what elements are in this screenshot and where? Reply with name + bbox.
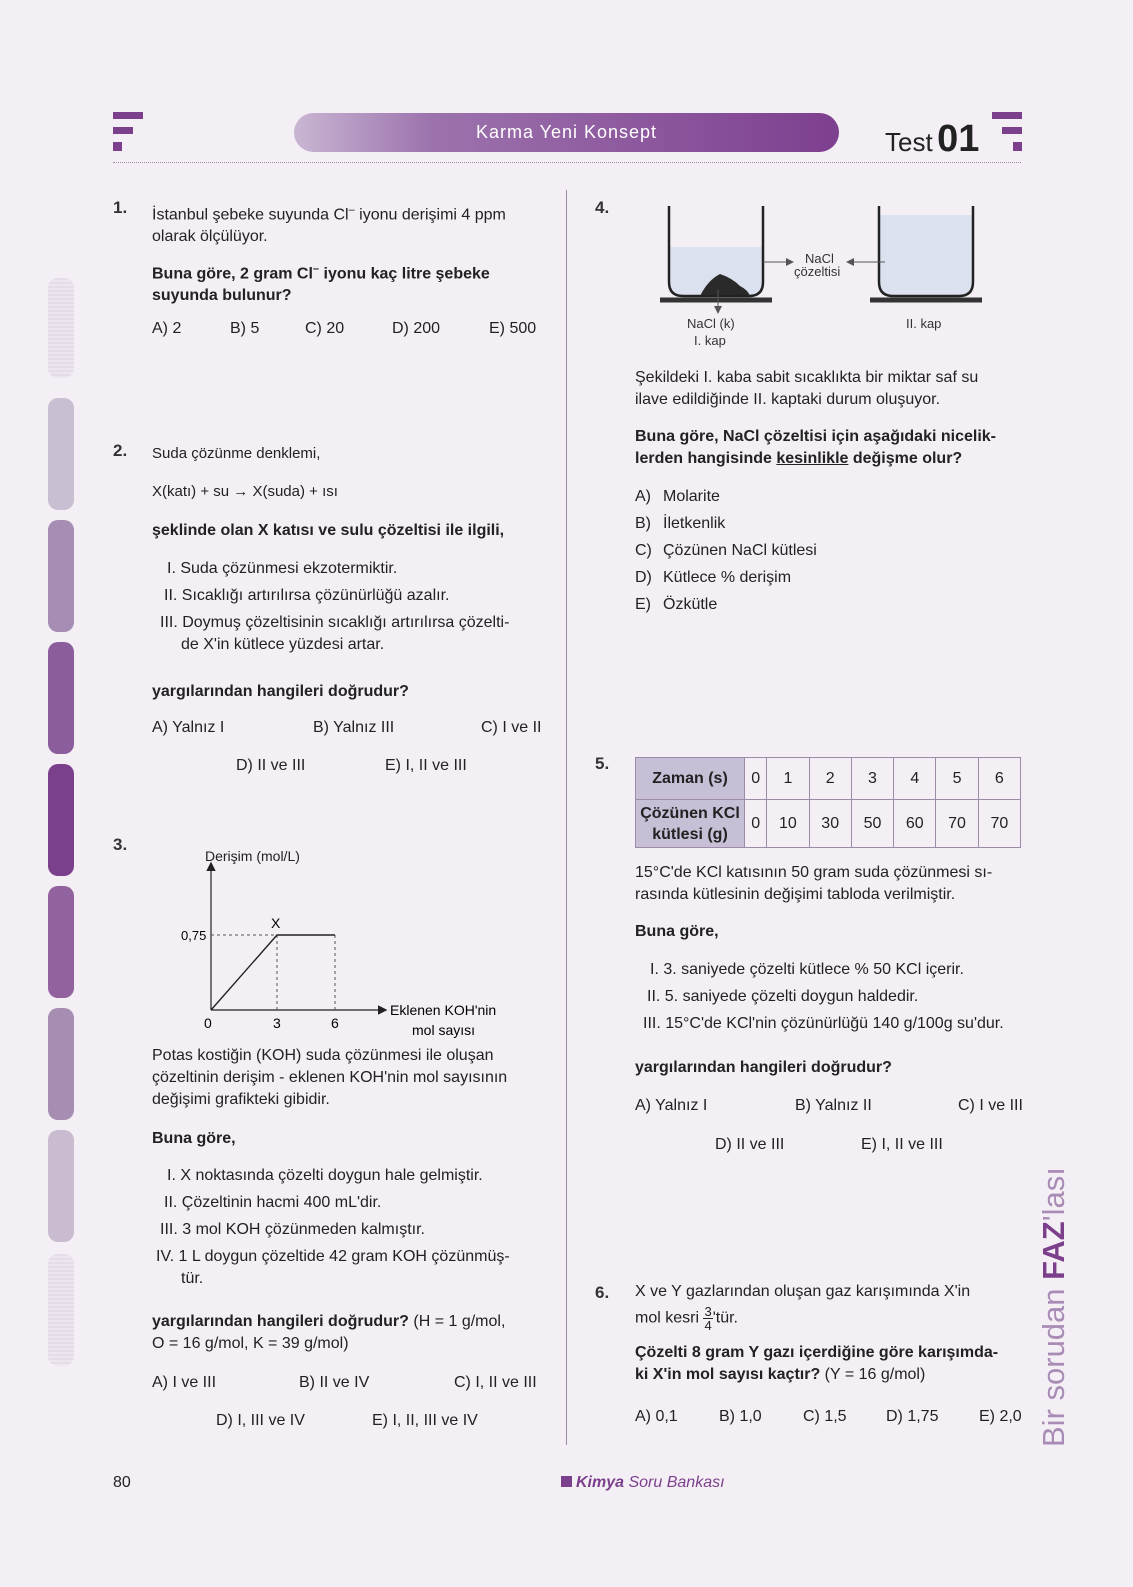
table-cell: 5 <box>936 758 978 800</box>
banner <box>294 113 839 152</box>
q5-number: 5. <box>595 754 610 773</box>
q4-option-c[interactable]: C) Çözünen NaCl kütlesi <box>635 542 817 559</box>
table-cell: 1 <box>767 758 809 800</box>
q3-option-d[interactable]: D) I, III ve IV <box>216 1412 305 1429</box>
footer-book: Kimya Soru Bankası <box>561 1474 725 1492</box>
q2-statement-3-cont: de X'in kütlece yüzdesi artar. <box>181 636 385 653</box>
q4-solid-label: NaCl (k) <box>687 316 735 331</box>
q3-option-c[interactable]: C) I, II ve III <box>454 1374 537 1391</box>
q6-option-a[interactable]: A) 0,1 <box>635 1408 678 1425</box>
q3-number: 3. <box>113 835 128 854</box>
q3-statement-3: III. 3 mol KOH çözünmeden kalmıştır. <box>160 1221 425 1238</box>
q2-intro: Suda çözünme denklemi, <box>152 445 321 462</box>
q4-description: Şekildeki I. kaba sabit sıcaklıkta bir miktar saf su ilave edildiğinde II. kaptaki durum oluşuyor. <box>635 369 979 408</box>
q4-option-d[interactable]: D) Kütlece % derişim <box>635 569 792 586</box>
table-cell: 70 <box>936 800 978 848</box>
q4-number: 4. <box>595 198 610 217</box>
q2-number: 2. <box>113 441 128 460</box>
q5-statement-1: I. 3. saniyede çözelti kütlece % 50 KCl içerir. <box>650 961 964 978</box>
table-cell: 2 <box>809 758 851 800</box>
q3-statement-1: I. X noktasında çözelti doygun hale gelmiştir. <box>167 1167 483 1184</box>
q1-option-a[interactable]: A) 2 <box>152 320 182 337</box>
table-cell: 4 <box>894 758 936 800</box>
q6-option-c[interactable]: C) 1,5 <box>803 1408 847 1425</box>
side-tab-5 <box>48 764 74 876</box>
q5-question: yargılarından hangileri doğrudur? <box>635 1059 892 1076</box>
q3-lead: Buna göre, <box>152 1130 236 1147</box>
q4-option-e[interactable]: E) Özkütle <box>635 596 718 613</box>
q4-cup1-label: I. kap <box>694 333 726 348</box>
q3-xtick-6: 6 <box>331 1015 339 1031</box>
side-tab-6 <box>48 886 74 998</box>
q3-graph-ylabel: Derişim (mol/L) <box>205 848 300 864</box>
q3-graph <box>170 860 530 1040</box>
table-row <box>636 758 1021 800</box>
side-tab-8 <box>48 1130 74 1242</box>
q3-xtick-0: 0 <box>204 1015 212 1031</box>
q2-equation: X(katı) + su → X(suda) + ısı <box>152 483 338 500</box>
q5-row1-head: Zaman (s) <box>636 758 745 800</box>
q5-lead: Buna göre, <box>635 923 719 940</box>
side-tab-4 <box>48 642 74 754</box>
q2-statement-1: I. Suda çözünmesi ekzotermiktir. <box>167 560 398 577</box>
q3-option-e[interactable]: E) I, II, III ve IV <box>372 1412 478 1429</box>
side-tab-9 <box>48 1254 74 1366</box>
q4-option-b[interactable]: B) İletkenlik <box>635 515 726 532</box>
q2-option-b[interactable]: B) Yalnız III <box>313 719 395 736</box>
q6-option-e[interactable]: E) 2,0 <box>979 1408 1022 1425</box>
q6-stem: X ve Y gazlarından oluşan gaz karışımında X'in mol kesri $\frac{3}{4}$ 'tür. <box>635 1283 971 1333</box>
test-title <box>885 118 979 158</box>
q3-xlabel-1: Eklenen KOH'nin <box>390 1002 497 1018</box>
q2-option-d[interactable]: D) II ve III <box>236 757 306 774</box>
q5-table <box>635 757 1021 848</box>
q1-question: Buna göre, 2 gram Cl– iyonu kaç litre şebeke suyunda bulunur? <box>152 263 490 305</box>
side-tab-7 <box>48 1008 74 1120</box>
q5-option-b[interactable]: B) Yalnız II <box>795 1097 872 1114</box>
column-divider <box>566 190 567 1445</box>
header-right-logo <box>992 112 1022 152</box>
q2-statement-2: II. Sıcaklığı artırılırsa çözünürlüğü azalır. <box>164 587 450 604</box>
table-cell: 6 <box>978 758 1020 800</box>
q5-row2-head: Çözünen KCl kütlesi (g) <box>636 800 745 848</box>
table-row <box>636 800 1021 848</box>
q2-lead: şeklinde olan X katısı ve sulu çözeltisi ile ilgili, <box>152 522 505 539</box>
q6-option-d[interactable]: D) 1,75 <box>886 1408 939 1425</box>
q5-option-e[interactable]: E) I, II ve III <box>861 1136 943 1153</box>
test-label: Test <box>885 127 933 157</box>
table-cell: 70 <box>978 800 1020 848</box>
q4-figure <box>660 200 1000 360</box>
q3-question: yargılarından hangileri doğrudur? (H = 1 g/mol, O = 16 g/mol, K = 39 g/mol) <box>152 1313 506 1352</box>
cup2-liquid <box>879 215 973 296</box>
q2-statement-3: III. Doymuş çözeltisinin sıcaklığı artırılırsa çözelti- <box>160 614 510 631</box>
q3-statement-4-cont: tür. <box>181 1270 204 1287</box>
q6-question: Çözelti 8 gram Y gazı içerdiğine göre karışımda- ki X'in mol sayısı kaçtır? (Y = 16 g/mol) <box>635 1344 999 1383</box>
q6-fraction: $\frac{3}{4}$ <box>704 1304 712 1333</box>
q3-statement-2: II. Çözeltinin hacmi 400 mL'dir. <box>164 1194 382 1211</box>
table-cell: 0 <box>745 758 767 800</box>
q5-statement-3: III. 15°C'de KCl'nin çözünürlüğü 140 g/100g su'dur. <box>643 1015 1004 1032</box>
q2-question: yargılarından hangileri doğrudur? <box>152 683 409 700</box>
side-tab-3 <box>48 520 74 632</box>
q3-option-b[interactable]: B) II ve IV <box>299 1374 370 1391</box>
q3-ytick: 0,75 <box>181 928 207 943</box>
page-number: 80 <box>113 1474 131 1491</box>
banner-title: Karma Yeni Konsept <box>475 122 658 142</box>
q5-description: 15°C'de KCl katısının 50 gram suda çözünmesi sı- rasında kütlesinin değişimi tabloda verilmiştir. <box>635 864 993 903</box>
table-cell: 10 <box>767 800 809 848</box>
side-slogan: Bir sorudan FAZ'lası <box>1036 1167 1071 1447</box>
q5-statement-2: II. 5. saniyede çözelti doygun haldedir. <box>647 988 919 1005</box>
footer-square-icon <box>561 1476 572 1487</box>
q6-number: 6. <box>595 1283 610 1302</box>
q2-option-c[interactable]: C) I ve II <box>481 719 542 736</box>
q4-cup2-label: II. kap <box>906 316 942 331</box>
q1-option-c[interactable]: C) 20 <box>305 320 345 337</box>
q4-solution-label-1: NaCl <box>805 251 834 266</box>
q3-description: Potas kostiğin (KOH) suda çözünmesi ile oluşan çözeltinin derişim - eklenen KOH'nin mol sayısının değişimi grafikteki gibidir. <box>152 1047 508 1108</box>
q3-xlabel-2: mol sayısı <box>412 1022 476 1038</box>
q1-option-d[interactable]: D) 200 <box>392 320 441 337</box>
table-cell: 0 <box>745 800 767 848</box>
table-cell: 60 <box>894 800 936 848</box>
q5-option-c[interactable]: C) I ve III <box>958 1097 1023 1114</box>
q4-option-a[interactable]: A) Molarite <box>635 488 720 505</box>
q3-xtick-3: 3 <box>273 1015 281 1031</box>
q1-option-e[interactable]: E) 500 <box>489 320 537 337</box>
side-tab-1 <box>48 278 74 378</box>
q3-curve <box>211 935 335 1010</box>
q1-stem: İstanbul şebeke suyunda Cl– iyonu derişimi 4 ppm olarak ölçülüyor. <box>152 204 506 246</box>
table-cell: 30 <box>809 800 851 848</box>
q1-option-b[interactable]: B) 5 <box>230 320 260 337</box>
test-number: 01 <box>937 118 980 160</box>
table-cell: 50 <box>851 800 893 848</box>
q3-point-label: X <box>271 915 281 931</box>
q3-statement-4: IV. 1 L doygun çözeltide 42 gram KOH çözünmüş- <box>156 1248 510 1265</box>
q6-option-b[interactable]: B) 1,0 <box>719 1408 762 1425</box>
q4-solution-label-2: çözeltisi <box>794 264 841 279</box>
q2-option-e[interactable]: E) I, II ve III <box>385 757 467 774</box>
q2-option-a[interactable]: A) Yalnız I <box>152 719 225 736</box>
q5-option-d[interactable]: D) II ve III <box>715 1136 785 1153</box>
q4-question: Buna göre, NaCl çözeltisi için aşağıdaki nicelik- lerden hangisinde kesinlikle değişme olur? <box>635 428 996 467</box>
header-left-logo <box>113 112 143 152</box>
q3-option-a[interactable]: A) I ve III <box>152 1374 217 1391</box>
q1-number: 1. <box>113 198 128 217</box>
table-cell: 3 <box>851 758 893 800</box>
side-tab-2 <box>48 398 74 510</box>
q5-option-a[interactable]: A) Yalnız I <box>635 1097 708 1114</box>
header-divider <box>113 162 1021 163</box>
